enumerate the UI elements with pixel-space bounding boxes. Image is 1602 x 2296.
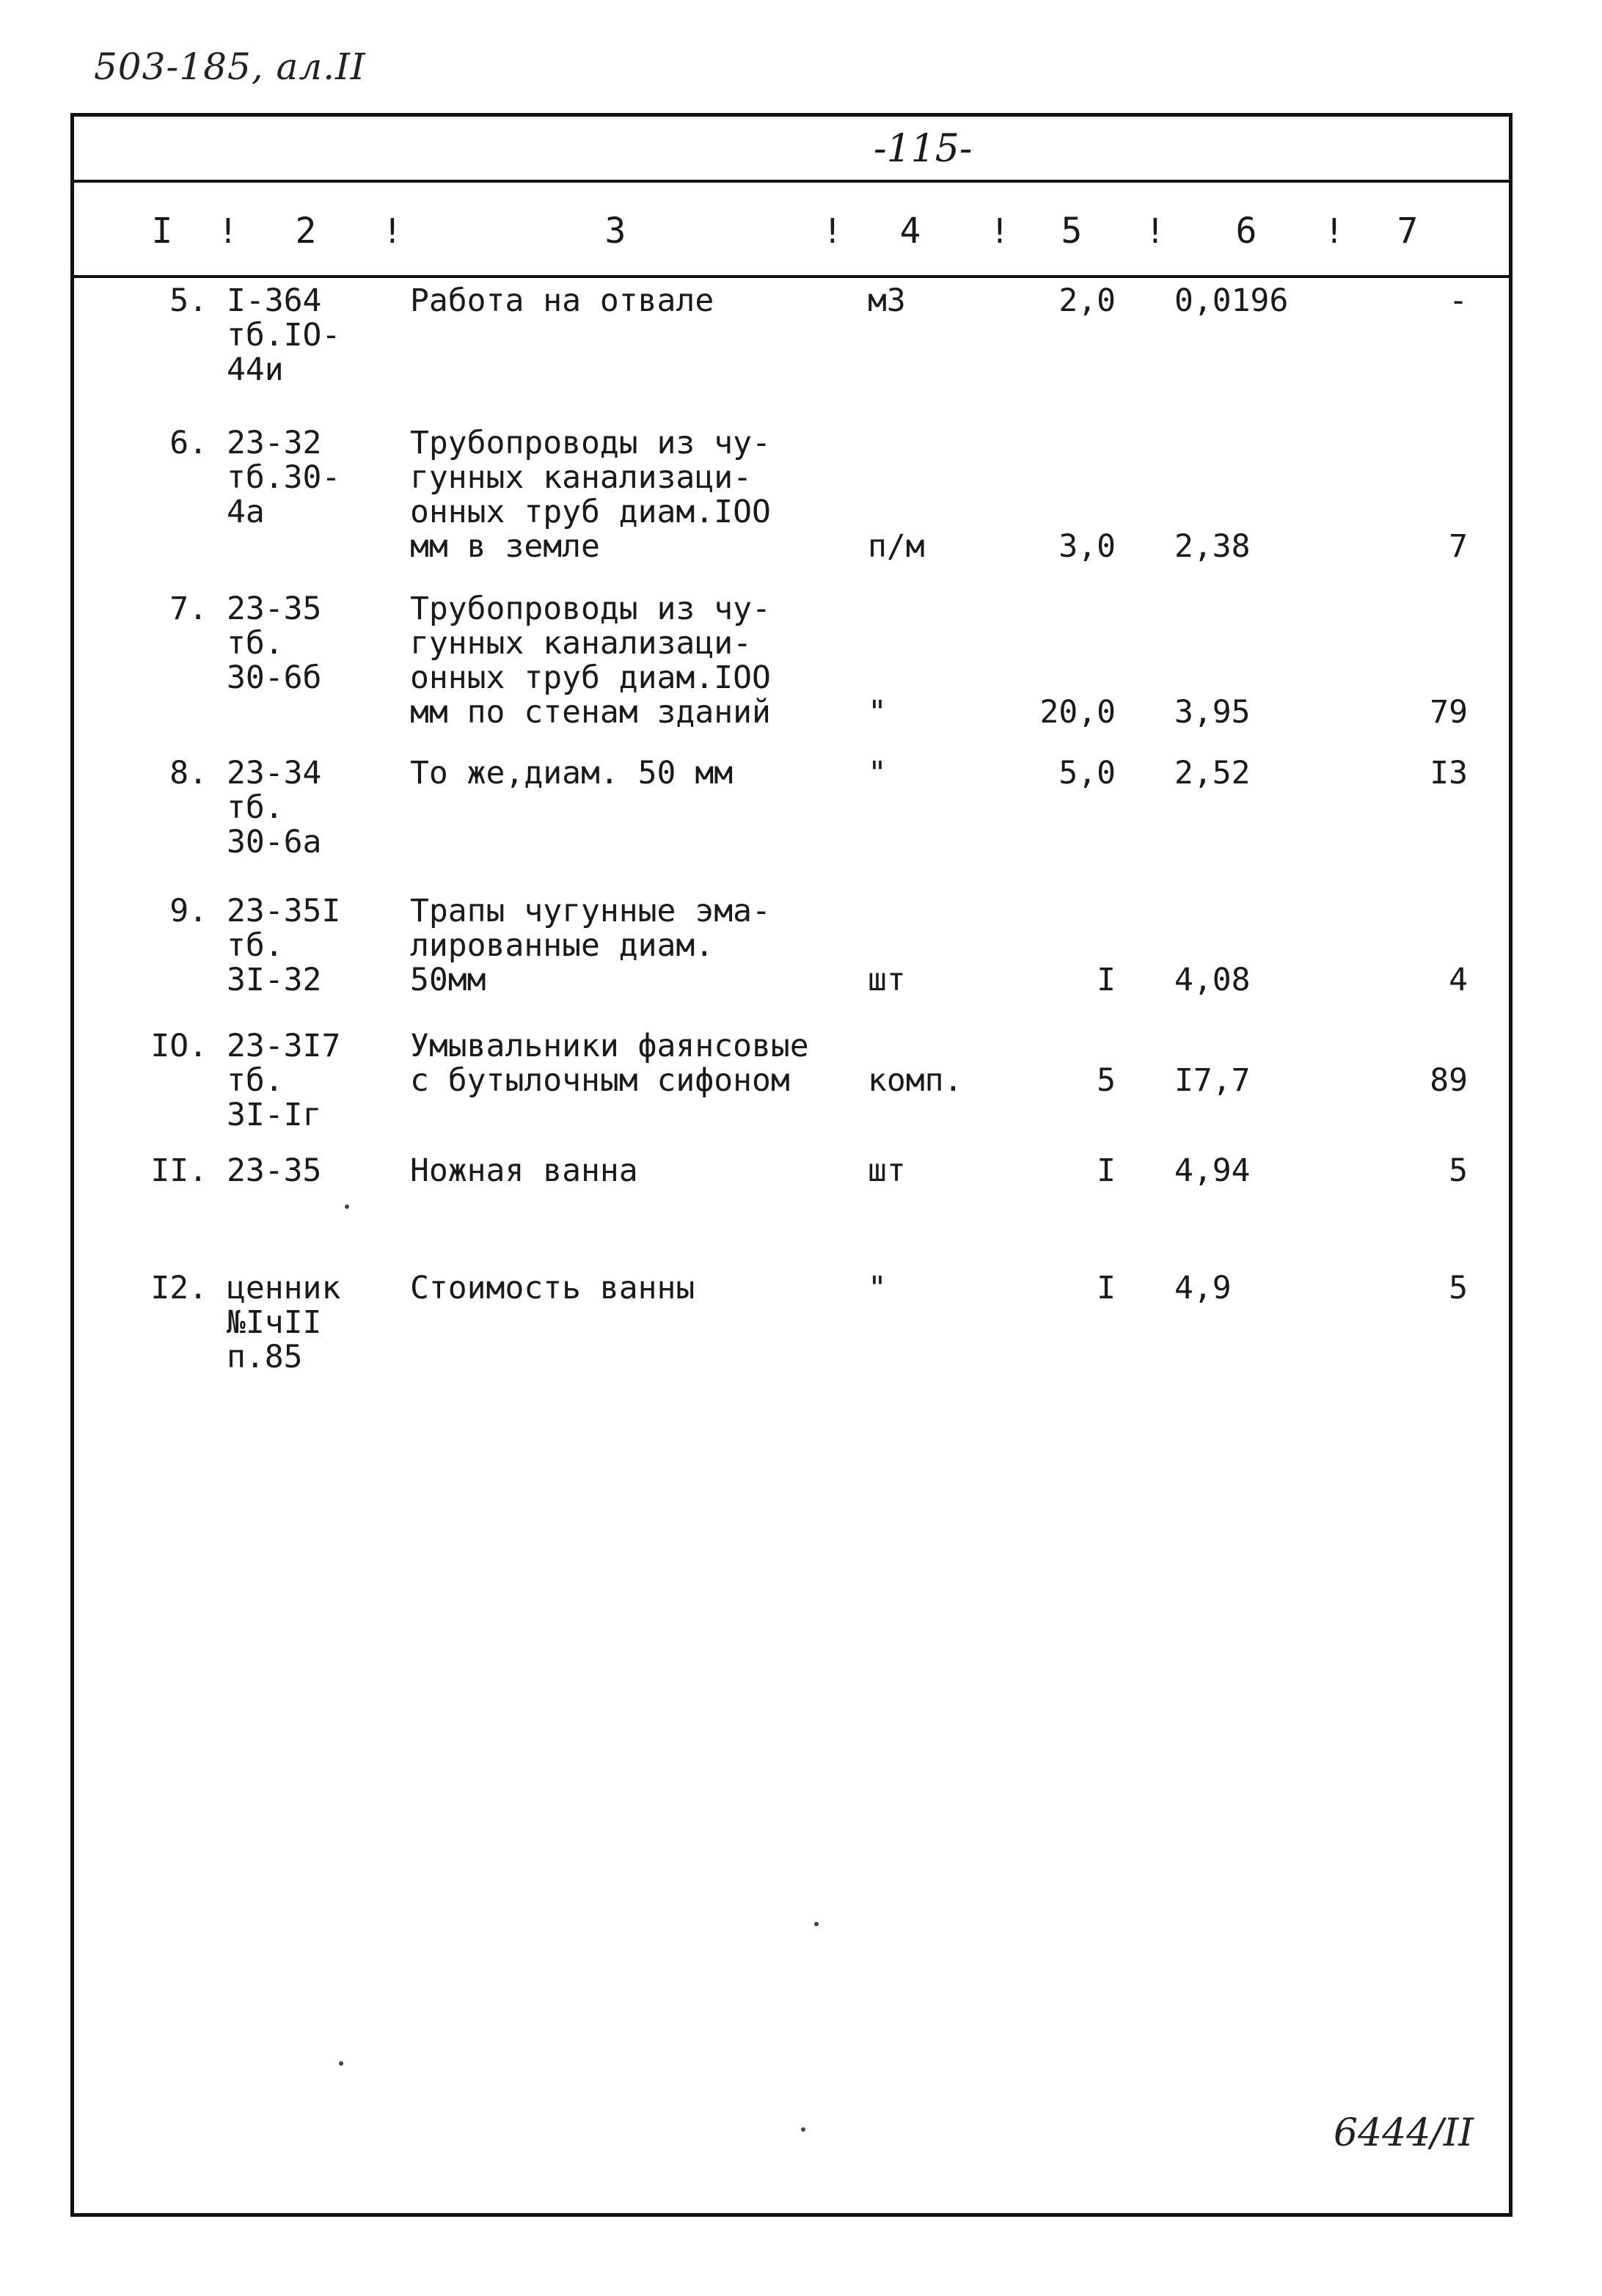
total: 4 xyxy=(1449,962,1468,998)
unit-price: 4,9 xyxy=(1174,1270,1232,1306)
total: 79 xyxy=(1430,694,1468,731)
unit: " xyxy=(868,755,887,791)
work-description: Работа на отвале xyxy=(410,282,714,319)
unit: " xyxy=(868,1270,887,1306)
quantity: I xyxy=(1097,1270,1116,1306)
column-header-6: 6 xyxy=(1235,211,1257,252)
unit-price: 2,52 xyxy=(1174,755,1251,791)
column-header-7: 7 xyxy=(1397,211,1419,252)
header-separator: ! xyxy=(382,211,403,251)
work-description: Умывальники фаянсовые с бутылочным сифоном xyxy=(410,1028,809,1099)
norm-code: 23-3I7 тб. 3I-Iг xyxy=(227,1028,341,1133)
scan-speck xyxy=(814,1922,819,1926)
scan-speck xyxy=(801,2127,805,2132)
unit-price: 4,08 xyxy=(1174,962,1251,998)
total: 89 xyxy=(1430,1062,1468,1099)
quantity: 5,0 xyxy=(1058,755,1116,791)
quantity: 2,0 xyxy=(1058,282,1116,319)
quantity: 20,0 xyxy=(1039,694,1116,731)
norm-code: 23-32 тб.30- 4а xyxy=(227,425,341,530)
total: 5 xyxy=(1449,1152,1468,1189)
work-description: Ножная ванна xyxy=(410,1152,638,1189)
row-number: 8. xyxy=(169,755,208,791)
top-rule xyxy=(74,180,1509,183)
work-description: Трубопроводы из чу- гунных канализаци- онных труб диам.IОО мм по стенам зданий xyxy=(410,591,771,731)
total: 7 xyxy=(1449,528,1468,565)
header-separator: ! xyxy=(1324,211,1345,251)
row-number: 7. xyxy=(169,591,208,627)
work-description: Трубопроводы из чу- гунных канализаци- онных труб диам.IОО мм в земле xyxy=(410,425,771,565)
unit-price: 3,95 xyxy=(1174,694,1251,731)
unit: шт xyxy=(868,962,906,998)
row-number: I2. xyxy=(150,1270,208,1306)
row-number: II. xyxy=(150,1152,208,1189)
table-frame xyxy=(70,113,1513,2217)
unit-price: 4,94 xyxy=(1174,1152,1251,1189)
row-number: 5. xyxy=(169,282,208,319)
column-header-1: I xyxy=(151,211,173,252)
row-number: 6. xyxy=(169,425,208,461)
unit-price: 0,0196 xyxy=(1174,282,1289,319)
unit: м3 xyxy=(868,282,906,319)
unit-price: I7,7 xyxy=(1174,1062,1251,1099)
unit: п/м xyxy=(868,528,925,565)
column-header-3: 3 xyxy=(604,211,626,252)
header-separator: ! xyxy=(218,211,238,251)
unit: шт xyxy=(868,1152,906,1189)
total: I3 xyxy=(1430,755,1468,791)
unit: комп. xyxy=(868,1062,963,1099)
norm-code: 23-34 тб. 30-6а xyxy=(227,755,322,860)
header-separator: ! xyxy=(1145,211,1166,251)
total: - xyxy=(1449,282,1468,319)
quantity: 5 xyxy=(1097,1062,1116,1099)
scan-speck xyxy=(345,1204,349,1209)
header-separator: ! xyxy=(822,211,843,251)
quantity: I xyxy=(1097,1152,1116,1189)
row-number: IО. xyxy=(150,1028,208,1064)
quantity: 3,0 xyxy=(1058,528,1116,565)
norm-code: 23-35 xyxy=(227,1152,322,1189)
header-separator: ! xyxy=(990,211,1010,251)
work-description: Трапы чугунные эма- лированные диам. 50мм xyxy=(410,893,771,998)
row-number: 9. xyxy=(169,893,208,929)
column-header-4: 4 xyxy=(899,211,921,252)
unit: " xyxy=(868,694,887,731)
column-header-2: 2 xyxy=(295,211,317,252)
header-rule xyxy=(74,275,1509,278)
handwritten-document-reference: 503-185, ал.II xyxy=(94,45,366,88)
unit-price: 2,38 xyxy=(1174,528,1251,565)
work-description: Стоимость ванны xyxy=(410,1270,695,1306)
handwritten-archive-number: 6444/II xyxy=(1334,2111,1474,2155)
work-description: То же,диам. 50 мм xyxy=(410,755,734,791)
norm-code: 23-35I тб. 3I-32 xyxy=(227,893,341,998)
column-header-5: 5 xyxy=(1061,211,1083,252)
quantity: I xyxy=(1097,962,1116,998)
page-number: -115- xyxy=(874,127,973,171)
total: 5 xyxy=(1449,1270,1468,1306)
norm-code: 23-35 тб. 30-6б xyxy=(227,591,322,696)
norm-code: I-364 тб.IО- 44и xyxy=(227,282,341,388)
scan-speck xyxy=(339,2061,343,2066)
norm-code: ценник №IчII п.85 xyxy=(227,1270,341,1375)
